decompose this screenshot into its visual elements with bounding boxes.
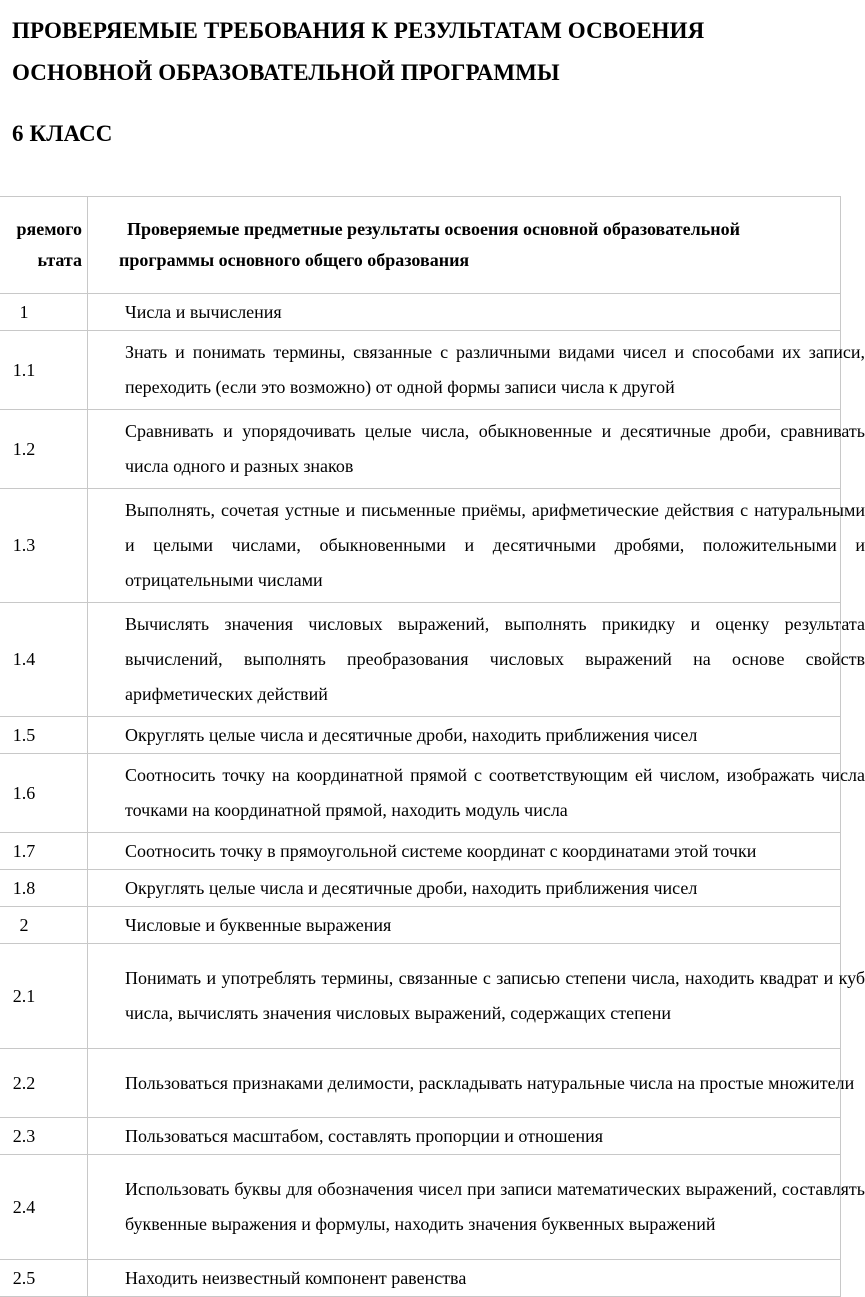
header-code-line-1: ряемого xyxy=(16,219,82,239)
row-code: 1.7 xyxy=(12,840,36,861)
row-code: 2.1 xyxy=(12,985,36,1006)
header-desc-line-2: программы основного общего образования xyxy=(119,250,470,270)
row-description: Выполнять, сочетая устные и письменные приёмы, арифметические действия с натуральными и целыми числами, обыкновенными и десятичными дробями, положительными и отрицательными числами xyxy=(125,500,865,590)
table-row xyxy=(0,489,841,603)
row-code: 1.5 xyxy=(12,724,36,745)
row-code: 2.3 xyxy=(12,1125,36,1146)
row-description: Знать и понимать термины, связанные с различными видами чисел и способами их записи, переходить (если это возможно) от одной формы записи числа к другой xyxy=(125,342,865,397)
table-row xyxy=(0,833,841,870)
row-code-cell xyxy=(0,1049,88,1118)
row-code-cell xyxy=(0,489,88,603)
row-description-cell xyxy=(88,294,841,331)
row-description: Сравнивать и упорядочивать целые числа, обыкновенные и десятичные дроби, сравнивать числа одного и разных знаков xyxy=(125,421,865,476)
row-code-cell xyxy=(0,1260,88,1297)
header-code-line-2: ьтата xyxy=(37,250,82,270)
table-header-row xyxy=(0,197,841,294)
grade-heading: 6 КЛАСС xyxy=(12,121,113,146)
row-description-cell xyxy=(88,754,865,833)
row-code-cell xyxy=(0,870,88,907)
row-description-cell xyxy=(88,1260,841,1297)
row-code-cell xyxy=(0,1155,88,1260)
header-desc-line-1: Проверяемые предметные результаты освоения основной образовательной xyxy=(127,219,740,239)
row-description-cell xyxy=(88,1118,841,1155)
table-row xyxy=(0,331,841,410)
row-code-cell xyxy=(0,331,88,410)
row-description: Соотносить точку на координатной прямой с соответствующим ей числом, изображать числа точками на координатной прямой, находить модуль числа xyxy=(125,765,865,820)
requirements-table xyxy=(0,196,865,1297)
row-description-cell xyxy=(88,603,865,717)
table-row xyxy=(0,754,841,833)
row-description: Соотносить точку в прямоугольной системе координат с координатами этой точки xyxy=(125,841,757,861)
row-description: Числа и вычисления xyxy=(125,302,282,322)
row-code: 1.4 xyxy=(12,649,36,669)
table-row xyxy=(0,1118,841,1155)
row-code: 1.8 xyxy=(12,877,36,898)
row-description: Находить неизвестный компонент равенства xyxy=(125,1268,467,1288)
row-code: 1 xyxy=(19,301,29,322)
row-description-cell xyxy=(88,331,865,410)
row-description: Числовые и буквенные выражения xyxy=(125,915,392,935)
table-row xyxy=(0,603,841,717)
table-row xyxy=(0,410,841,489)
row-description-cell xyxy=(88,410,865,489)
table-row xyxy=(0,907,841,944)
row-code-cell xyxy=(0,1118,88,1155)
table-row xyxy=(0,717,841,754)
table-row xyxy=(0,1155,841,1260)
row-code: 2.2 xyxy=(12,1072,36,1093)
row-code-cell xyxy=(0,754,88,833)
row-description: Пользоваться признаками делимости, раскладывать натуральные числа на простые множители xyxy=(125,1072,855,1093)
row-code-cell xyxy=(0,717,88,754)
row-description: Вычислять значения числовых выражений, выполнять прикидку и оценку результата вычислений, выполнять преобразования числовых выражений на основе свойств арифметических действий xyxy=(125,614,865,704)
row-code-cell xyxy=(0,294,88,331)
row-code-cell xyxy=(0,410,88,489)
row-description-cell xyxy=(88,1049,855,1118)
row-description: Округлять целые числа и десятичные дроби, находить приближения чисел xyxy=(125,878,698,898)
row-code: 2.4 xyxy=(12,1196,36,1217)
row-code: 1.2 xyxy=(12,438,36,459)
row-description-cell xyxy=(88,833,841,870)
row-description: Пользоваться масштабом, составлять пропорции и отношения xyxy=(125,1126,604,1146)
row-code: 2.5 xyxy=(12,1267,36,1288)
table-row xyxy=(0,870,841,907)
row-code-cell xyxy=(0,907,88,944)
row-code-cell xyxy=(0,833,88,870)
row-code: 1.1 xyxy=(12,359,36,380)
document-title-line-2: ОСНОВНОЙ ОБРАЗОВАТЕЛЬНОЙ ПРОГРАММЫ xyxy=(12,60,560,85)
row-description-cell xyxy=(88,870,841,907)
document-title-line-1: ПРОВЕРЯЕМЫЕ ТРЕБОВАНИЯ К РЕЗУЛЬТАТАМ ОСВОЕНИЯ xyxy=(12,18,705,43)
table-row xyxy=(0,294,841,331)
row-code-cell xyxy=(0,944,88,1049)
row-description: Округлять целые числа и десятичные дроби, находить приближения чисел xyxy=(125,725,698,745)
header-desc-cell xyxy=(88,197,841,294)
row-code: 2 xyxy=(19,914,29,935)
table-row xyxy=(0,1260,841,1297)
row-code: 1.3 xyxy=(12,535,36,555)
row-code: 1.6 xyxy=(12,782,36,803)
header-code-cell xyxy=(0,197,88,294)
row-description-cell xyxy=(88,944,865,1049)
row-description: Использовать буквы для обозначения чисел при записи математических выражений, составлять буквенные выражения и формулы, находить значения буквенных выражений xyxy=(125,1179,865,1234)
row-description-cell xyxy=(88,489,865,603)
table-row xyxy=(0,1049,841,1118)
row-description-cell xyxy=(88,1155,865,1260)
row-code-cell xyxy=(0,603,88,717)
row-description-cell xyxy=(88,907,841,944)
row-description: Понимать и употреблять термины, связанные с записью степени числа, находить квадрат и куб числа, вычислять значения числовых выражений, содержащих степени xyxy=(125,968,865,1023)
row-description-cell xyxy=(88,717,841,754)
table-row xyxy=(0,944,841,1049)
